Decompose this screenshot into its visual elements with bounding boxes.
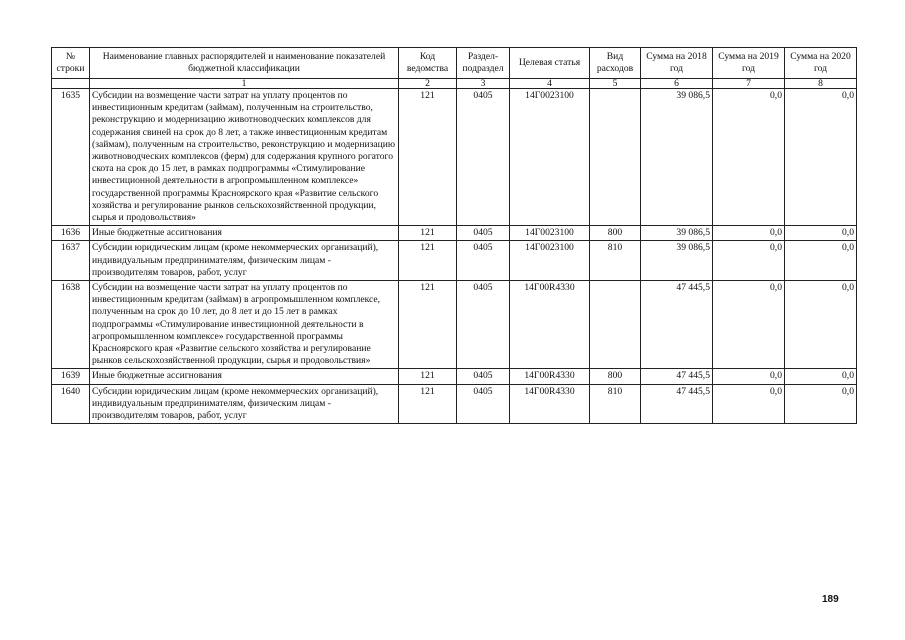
- row-dept-code: 121: [399, 281, 457, 369]
- row-number: 1639: [52, 369, 90, 384]
- row-target-item: 14Г0023100: [510, 241, 590, 281]
- row-expense-type: 800: [590, 369, 641, 384]
- table-row: [52, 384, 857, 424]
- row-name: Субсидии на возмещение части затрат на уплату процентов по инвестиционным кредитам (займам) в агропромышленном комплексе, полученным на срок до 10 лет, до 8 лет и до 15 лет в рамках подпрограммы «Стимулирование инвестиционной деятельности в агропромышленном комплексе» государственной программы Красноярского края «Развитие сельского хозяйства и регулирование рынков сельскохозяйственной продукции, сырья и продовольствия»: [90, 281, 399, 369]
- column-number: 7: [713, 79, 785, 89]
- row-name: Субсидии юридическим лицам (кроме некоммерческих организаций), индивидуальным предпринимателям, физическим лицам - производителям товаров, работ, услуг: [90, 241, 399, 281]
- row-sum-2020: 0,0: [785, 384, 857, 424]
- header-dept-code: Код ведомства: [399, 48, 457, 79]
- row-name: Иные бюджетные ассигнования: [90, 226, 399, 241]
- row-expense-type: 800: [590, 226, 641, 241]
- column-number: 2: [399, 79, 457, 89]
- row-expense-type: [590, 89, 641, 226]
- budget-table: [51, 47, 857, 424]
- column-number-row: [52, 79, 857, 89]
- row-section: 0405: [457, 281, 510, 369]
- row-sum-2018: 39 086,5: [641, 89, 713, 226]
- row-sum-2020: 0,0: [785, 241, 857, 281]
- row-sum-2019: 0,0: [713, 226, 785, 241]
- column-number: 3: [457, 79, 510, 89]
- row-section: 0405: [457, 369, 510, 384]
- header-sum-2018: Сумма на 2018 год: [641, 48, 713, 79]
- row-name: Субсидии на возмещение части затрат на уплату процентов по инвестиционным кредитам (займам), полученным на строительство, реконструкцию и модернизацию животноводческих комплексов для содержания свиней на срок до 8 лет, а также инвестиционным кредитам (займам), полученным на строительство, реконструкцию и модернизацию животноводческих комплексов (ферм) для содержания крупного рогатого скота на срок до 15 лет, в рамках подпрограммы «Стимулирование инвестиционной деятельности в агропромышленном комплексе» государственной программы Красноярского края «Развитие сельского хозяйства и регулирование рынков сельскохозяйственной продукции, сырья и продовольствия»: [90, 89, 399, 226]
- page-number: 189: [822, 594, 839, 605]
- row-sum-2019: 0,0: [713, 281, 785, 369]
- row-sum-2018: 47 445,5: [641, 281, 713, 369]
- row-target-item: 14Г0023100: [510, 89, 590, 226]
- table-row: [52, 369, 857, 384]
- row-target-item: 14Г00R4330: [510, 384, 590, 424]
- table-header: [52, 48, 857, 89]
- row-target-item: 14Г00R4330: [510, 369, 590, 384]
- row-sum-2020: 0,0: [785, 89, 857, 226]
- row-expense-type: 810: [590, 241, 641, 281]
- row-sum-2019: 0,0: [713, 369, 785, 384]
- table-row: [52, 241, 857, 281]
- row-section: 0405: [457, 226, 510, 241]
- row-sum-2019: 0,0: [713, 384, 785, 424]
- header-expense-type: Вид расходов: [590, 48, 641, 79]
- row-section: 0405: [457, 384, 510, 424]
- table-row: [52, 281, 857, 369]
- row-number: 1637: [52, 241, 90, 281]
- row-sum-2018: 39 086,5: [641, 241, 713, 281]
- row-sum-2020: 0,0: [785, 226, 857, 241]
- row-dept-code: 121: [399, 384, 457, 424]
- header-target-item: Целевая статья: [510, 48, 590, 79]
- table-row: [52, 89, 857, 226]
- column-number: 8: [785, 79, 857, 89]
- row-dept-code: 121: [399, 89, 457, 226]
- row-name: Иные бюджетные ассигнования: [90, 369, 399, 384]
- header-sum-2020: Сумма на 2020 год: [785, 48, 857, 79]
- header-name: Наименование главных распорядителей и наименование показателей бюджетной классификации: [90, 48, 399, 79]
- row-sum-2019: 0,0: [713, 89, 785, 226]
- table-row: [52, 226, 857, 241]
- row-target-item: 14Г0023100: [510, 226, 590, 241]
- column-number: 1: [90, 79, 399, 89]
- row-section: 0405: [457, 89, 510, 226]
- column-number-empty: [52, 79, 90, 89]
- row-sum-2020: 0,0: [785, 281, 857, 369]
- row-sum-2018: 39 086,5: [641, 226, 713, 241]
- row-dept-code: 121: [399, 226, 457, 241]
- row-dept-code: 121: [399, 369, 457, 384]
- header-sum-2019: Сумма на 2019 год: [713, 48, 785, 79]
- row-target-item: 14Г00R4330: [510, 281, 590, 369]
- header-row: [52, 48, 857, 79]
- row-expense-type: [590, 281, 641, 369]
- row-number: 1636: [52, 226, 90, 241]
- row-number: 1635: [52, 89, 90, 226]
- row-expense-type: 810: [590, 384, 641, 424]
- column-number: 5: [590, 79, 641, 89]
- row-sum-2018: 47 445,5: [641, 384, 713, 424]
- header-section: Раздел-подраздел: [457, 48, 510, 79]
- row-sum-2019: 0,0: [713, 241, 785, 281]
- row-number: 1638: [52, 281, 90, 369]
- row-name: Субсидии юридическим лицам (кроме некоммерческих организаций), индивидуальным предпринимателям, физическим лицам - производителям товаров, работ, услуг: [90, 384, 399, 424]
- column-number: 6: [641, 79, 713, 89]
- header-row-number: № строки: [52, 48, 90, 79]
- table-body: [52, 89, 857, 424]
- row-section: 0405: [457, 241, 510, 281]
- row-sum-2020: 0,0: [785, 369, 857, 384]
- row-dept-code: 121: [399, 241, 457, 281]
- row-sum-2018: 47 445,5: [641, 369, 713, 384]
- row-number: 1640: [52, 384, 90, 424]
- column-number: 4: [510, 79, 590, 89]
